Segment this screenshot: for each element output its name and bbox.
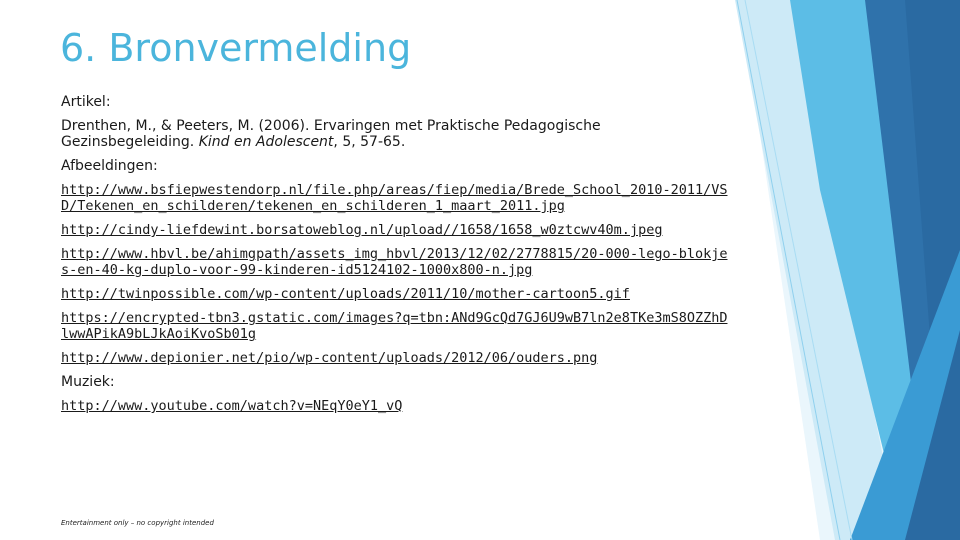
decor-pale-panel xyxy=(740,0,960,540)
image-link-gstatic[interactable]: https://encrypted-tbn3.gstatic.com/images?q=tbn:ANd9GcQd7GJ6U9wB7ln2e8TKe3mS8OZZhDlwwAPikA9bLJkAoiKvoSb01g xyxy=(61,310,728,342)
decor-bottom-triangle xyxy=(850,250,960,540)
decor-thin-line-1 xyxy=(737,0,840,540)
citation-journal: Kind en Adolescent xyxy=(198,134,334,150)
artikel-heading: Artikel: xyxy=(61,94,111,110)
slide-content xyxy=(61,94,731,422)
image-link-depionier[interactable]: http://www.depionier.net/pio/wp-content/uploads/2012/06/ouders.png xyxy=(61,350,598,366)
citation-pages: , 57-65. xyxy=(351,134,406,150)
muziek-heading: Muziek: xyxy=(61,374,115,390)
citation-volume: , 5 xyxy=(333,134,352,150)
image-link-hbvl[interactable]: http://www.hbvl.be/ahimgpath/assets_img_hbvl/2013/12/02/2778815/20-000-lego-blokjes-en-40-kg-duplo-voor-99-kinderen-id5124102-1000x800-n.jpg xyxy=(61,246,728,278)
decor-dark-band xyxy=(865,0,960,540)
decor-bottom-dark-triangle xyxy=(905,330,960,540)
article-citation xyxy=(61,118,731,150)
decor-light-wedge xyxy=(735,0,900,540)
image-link-bsfiep[interactable]: http://www.bsfiepwestendorp.nl/file.php/areas/fiep/media/Brede_School_2010-2011/VSD/Tekenen_en_schilderen/tekenen_en_schilderen_1_maart_2011.jpg xyxy=(61,182,728,214)
decor-mid-wedge xyxy=(790,0,960,540)
citation-authors-title: Drenthen, M., & Peeters, M. (2006). Ervaringen met Praktische Pedagogische Gezinsbegeleiding. xyxy=(61,118,601,150)
image-link-cindy[interactable]: http://cindy-liefdewint.borsatoweblog.nl/upload//1658/1658_w0ztcwv40m.jpeg xyxy=(61,222,663,238)
music-link-youtube[interactable]: http://www.youtube.com/watch?v=NEqY0eY1_vQ xyxy=(61,398,403,414)
decor-thin-line-2 xyxy=(745,0,852,540)
copyright-footnote: Entertainment only – no copyright intended xyxy=(61,519,214,527)
decor-deep-band xyxy=(905,0,960,540)
image-link-twinpossible[interactable]: http://twinpossible.com/wp-content/uploads/2011/10/mother-cartoon5.gif xyxy=(61,286,630,302)
page-title: 6. Bronvermelding xyxy=(60,26,412,70)
afbeeldingen-heading: Afbeeldingen: xyxy=(61,158,158,174)
